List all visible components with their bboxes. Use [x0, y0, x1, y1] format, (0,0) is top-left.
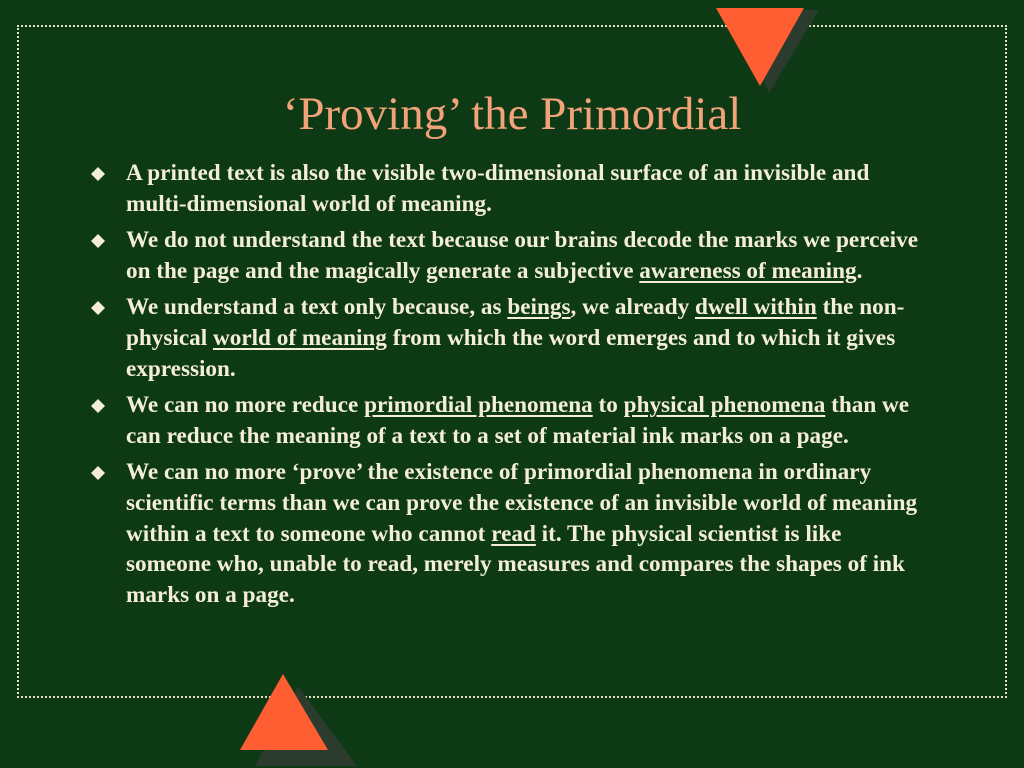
underlined-term: awareness of meaning [639, 257, 857, 284]
bullet-text: We understand a text only because, as [126, 294, 508, 321]
bullet-text: than we can reduce the meaning of a text to a set of material ink marks on a page. [126, 392, 910, 449]
bullet-text: We do not understand the text because our brains decode the marks we perceive on the page and the magically generate a subjective [126, 227, 918, 284]
bullet-item [90, 158, 930, 219]
underlined-term: dwell within [695, 294, 817, 321]
bullet-text: . [856, 257, 863, 284]
underlined-term: primordial phenomena [364, 392, 593, 419]
diamond-icon [91, 167, 105, 181]
underlined-term: beings [507, 294, 571, 321]
diamond-icon [91, 301, 105, 315]
bullet-list [90, 158, 930, 616]
underlined-term: read [491, 520, 536, 547]
slide-title: ‘Proving’ the Primordial [282, 88, 742, 140]
bullet-text: to [592, 392, 624, 419]
underlined-term: world of meaning [212, 324, 387, 351]
bullet-item [90, 457, 930, 610]
bullet-text: We can no more ‘prove’ the existence of primordial phenomena in ordinary scientific terms than we can prove the existence of an invisible world of meaning within a text to someone who cannot [126, 459, 918, 547]
bullet-text: A printed text is also the visible two-dimensional surface of an invisible and multi-dimensional world of meaning. [126, 160, 870, 217]
bullet-item [90, 225, 930, 286]
bullet-item [90, 292, 930, 384]
bullet-text: , we already [570, 294, 695, 321]
underlined-term: physical phenomena [623, 392, 826, 419]
diamond-icon [91, 399, 105, 413]
bullet-text: We can no more reduce [126, 392, 365, 419]
bullet-text: the non-physical [126, 294, 905, 351]
bullet-text: from which the word emerges and to which it gives expression. [126, 324, 896, 382]
top-triangle-decoration [712, 6, 822, 96]
bottom-triangle-decoration [237, 672, 359, 768]
diamond-icon [91, 466, 105, 480]
bullet-text: it. The physical scientist is like someone who, unable to read, merely measures and compares the shapes of ink marks on a page. [126, 520, 905, 608]
bullet-item [90, 390, 930, 451]
diamond-icon [91, 234, 105, 248]
